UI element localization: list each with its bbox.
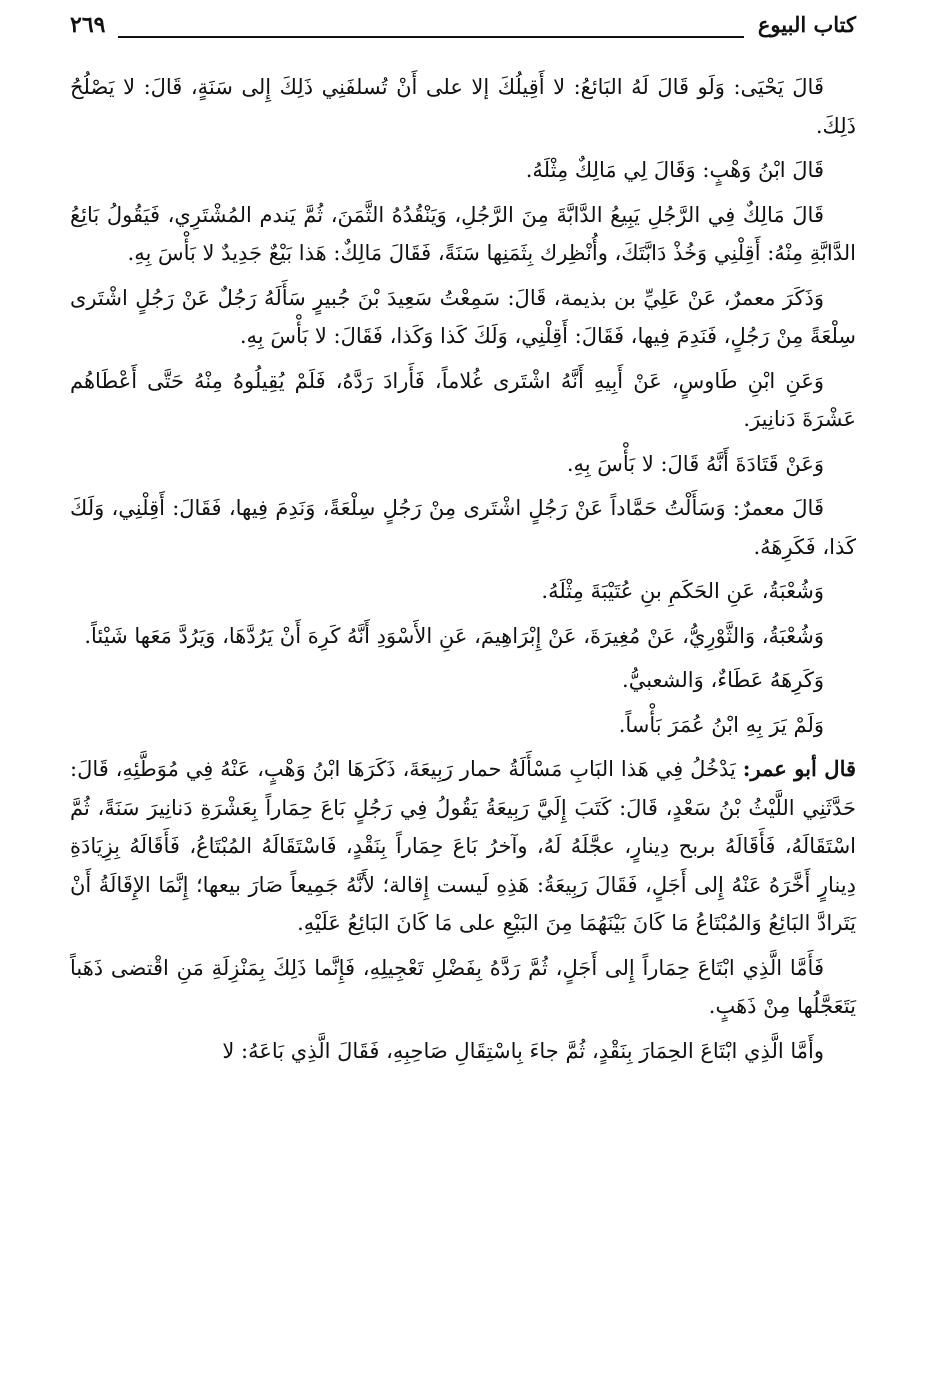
header-rule [118,36,744,38]
paragraph-text: قَالَ معمرٌ: وَسَأَلْتُ حَمَّاداً عَنْ رَجُلٍ اشْتَرى مِنْ رَجُلٍ سِلْعَةً، وَنَدِمَ فِيها، فَقَالَ: أَقِلْنِي، وَلَكَ كَذا، فَكَرِهَهُ. [70,496,856,559]
paragraph-text: قَالَ مَالِكٌ فِي الرَّجُلِ يَبِيعُ الدَّابَّةَ مِنَ الرَّجُلِ، وَيَنْقُدُهُ الثَّمَنَ، ثُمَّ يَندم المُشْتَرِي، فَيَقُولُ بَائِعُ الدَّابَّةِ مِنْهُ: أَقِلْنِي وَخُذْ دَابَّتَكَ، وأُنْظِرك بِثَمَنِها سَنَةً، فَقَالَ مَالِكٌ: هَذا بَيْعٌ جَدِيدٌ لا بَأْسَ بِهِ. [70,202,856,265]
paragraph-text: وأَمَّا الَّذِي ابْتَاعَ الحِمَارَ بِنَقْدٍ، ثُمَّ جاءَ بِاسْتِقَالِ صَاحِبِهِ، فَقَالَ الَّذِي بَاعَهُ: لا [222,1038,824,1063]
paragraph-text: وَشُعْبَةُ، عَنِ الحَكَمِ بنِ عُتَيْبَةَ مِثْلَهُ. [541,579,824,603]
paragraph-text: وَكَرِهَهُ عَطَاءٌ، وَالشعبيُّ. [622,668,824,692]
paragraph [70,617,856,656]
paragraph [70,1032,856,1071]
paragraph [70,949,856,1026]
paragraph-text: يَدْخُلُ فِي هَذا البَابِ مَسْأَلَةُ حمار رَبِيعَةَ، ذَكَرَهَا ابْنُ وَهْبٍ، عَنْهُ فِي مُوَطَّئِهِ، قَالَ: حَدَّثَنِي اللَّيْثُ بْنُ سَعْدٍ، قَالَ: كَتَبَ إِلَيَّ رَبِيعَةُ يَقُولُ فِي رَجُلٍ بَاعَ حِمَاراً بِعَشْرَةِ دَنانِيرَ سَنَةً، ثُمَّ اسْتَقَالَهُ، فَأَقَالَهُ بربح دِينارٍ، عجَّلَهُ لَهُ، وآخرُ بَاعَ حِمَاراً بِنَقْدٍ، فَاسْتَقَالَهُ المُبْتَاعُ، فَأَقَالَهُ بِزِيَادَةِ دِينارٍ أَخَّرَهُ عَنْهُ إِلى أَجَلٍ، فَقَالَ رَبِيعَةُ: هَذِهِ لَيست إِقالة؛ لأَنَّهُ جَمِيعاً صَارَ بيعها؛ إِنَّمَا الإِقَالَةُ أَنْ يَتَرادَّ البَائِعُ وَالمُبْتَاعُ مَا كَانَ بَيْنَهُمَا مِنَ البَيْعِ على مَا كَانَ البَائِعُ عَلَيْهِ. [70,757,856,935]
paragraph-text: وَذَكَرَ معمرٌ، عَنْ عَلِيِّ بن بذيمة، قَالَ: سَمِعْتُ سَعِيدَ بْنَ جُبيرٍ سَأَلَهُ رَجُلٌ عَنْ رَجُلٍ اشْتَرى سِلْعَةً مِنْ رَجُلٍ، فَنَدِمَ فِيها، فَقَالَ: أَقِلْنِي، وَلَكَ كَذا وَكَذا، فَقَالَ: لا بَأْسَ بِهِ. [70,285,856,348]
page-body [70,68,856,1076]
page-header [70,10,856,40]
paragraph [70,489,856,566]
paragraph [70,279,856,356]
paragraph-lead: قال أبو عمر: [742,756,857,781]
paragraph [70,196,856,273]
paragraph [70,706,856,745]
paragraph-text: وَشُعْبَةُ، وَالثَّوْرِيُّ، عَنْ مُغِيرَةَ، عَنْ إِبْرَاهِيمَ، عَنِ الأَسْوَدِ أَنَّهُ كَرِهَ أَنْ يَرُدَّهَا، وَيَرُدَّ مَعَها شَيْئاً. [84,623,824,648]
paragraph [70,750,856,943]
paragraph [70,362,856,439]
paragraph [70,661,856,700]
paragraph-text: وَعَنْ قَتَادَةَ أَنَّهُ قَالَ: لا بَأْسَ بِهِ. [566,451,824,476]
paragraph-text: وَعَنِ ابْنِ طَاوسٍ، عَنْ أَبِيهِ أَنَّهُ اشْتَرى غُلاماً، فَأَرادَ رَدَّهُ، فَلَمْ يُقِيلُوهُ مِنْهُ حَتَّى أَعْطَاهُم عَشْرَةَ دَنانِيرَ. [70,368,856,431]
paragraph-text: قَالَ ابْنُ وَهْبٍ: وَقَالَ لِي مَالِكٌ مِثْلَهُ. [525,158,824,182]
page-number: ٢٦٩ [70,12,106,38]
running-title: كتاب البيوع [757,12,856,37]
paragraph-text: قَالَ يَحْيَى: وَلَو قَالَ لَهُ البَائعُ: لا أَقِيلُكَ إلا على أَنْ تُسلفَنِي ذَلِكَ إِلى سَنَةٍ، قَالَ: لا يَصْلُحُ ذَلِكَ. [70,75,856,138]
paragraph-text: وَلَمْ يَرَ بِهِ ابْنُ عُمَرَ بَأْساً. [618,712,824,737]
paragraph [70,445,856,484]
paragraph [70,572,856,611]
paragraph [70,151,856,190]
paragraph [70,68,856,145]
paragraph-text: فَأَمَّا الَّذِي ابْتَاعَ حِمَاراً إِلى أَجَلٍ، ثُمَّ رَدَّهُ بِفَضْلِ تَعْجِيلِهِ، فَإِنَّما ذَلِكَ بِمَنْزِلَةِ مَنِ اقْتضى ذَهَباً يَتَعَجَّلُها مِنْ ذَهَبٍ. [70,955,856,1018]
